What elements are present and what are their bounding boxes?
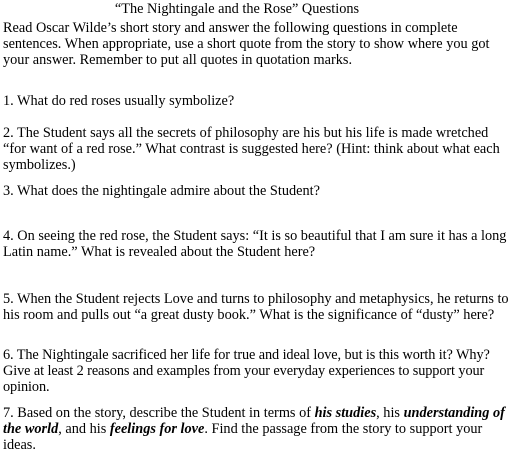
question-line [3,405,505,421]
question-text: , his [376,405,404,421]
question-line [3,421,483,437]
question-text: , and his [58,421,110,437]
instructions-line: sentences. When appropriate, use a short quote from the story to show where you got [3,36,490,52]
question-3 [3,183,473,199]
question-line: 5. When the Student rejects Love and turns to philosophy and metaphysics, he returns to [3,291,509,307]
question-text: . Find the passage from the story to support your [204,421,483,437]
emphasis-feelings-for-love: feelings for love [109,421,205,437]
instructions-line: Read Oscar Wilde’s short story and answer the following questions in complete [3,20,458,36]
emphasis-the-world: the world [3,421,59,437]
question-line: 4. On seeing the red rose, the Student says: “It is so beautiful that I am sure it has a long [3,228,507,244]
question-line: ideas. [3,437,36,453]
question-6 [3,347,490,395]
worksheet-title: “The Nightingale and the Rose” Questions [114,1,360,17]
instructions-line: your answer. Remember to put all quotes in quotation marks. [3,52,353,68]
question-line: Latin name.” What is revealed about the Student here? [3,244,316,260]
question-line: 3. What does the nightingale admire about the Student? [3,183,320,199]
question-line: 6. The Nightingale sacrificed her life for true and ideal love, but is this worth it? Why? [3,347,490,363]
emphasis-his-studies: his studies [314,405,377,421]
question-line: his room and pulls out “a great dusty book.” What is the significance of “dusty” here? [3,307,495,323]
question-line: “for want of a red rose.” What contrast is suggested here? (Hint: think about what each [3,141,500,157]
question-line: Give at least 2 reasons and examples from your everyday experiences to support your [3,363,485,379]
instructions [3,20,490,68]
question-2 [3,125,500,173]
emphasis-understanding-of: understanding of [403,405,505,421]
question-4 [3,228,507,260]
question-line: 2. The Student says all the secrets of philosophy are his but his life is made wretched [3,125,489,141]
question-5 [3,291,509,323]
question-7 [3,405,505,453]
question-line: symbolizes.) [3,157,76,173]
question-1 [3,93,473,109]
question-text: 7. Based on the story, describe the Student in terms of [3,405,315,421]
question-line: 1. What do red roses usually symbolize? [3,93,235,109]
question-line: opinion. [3,379,50,395]
